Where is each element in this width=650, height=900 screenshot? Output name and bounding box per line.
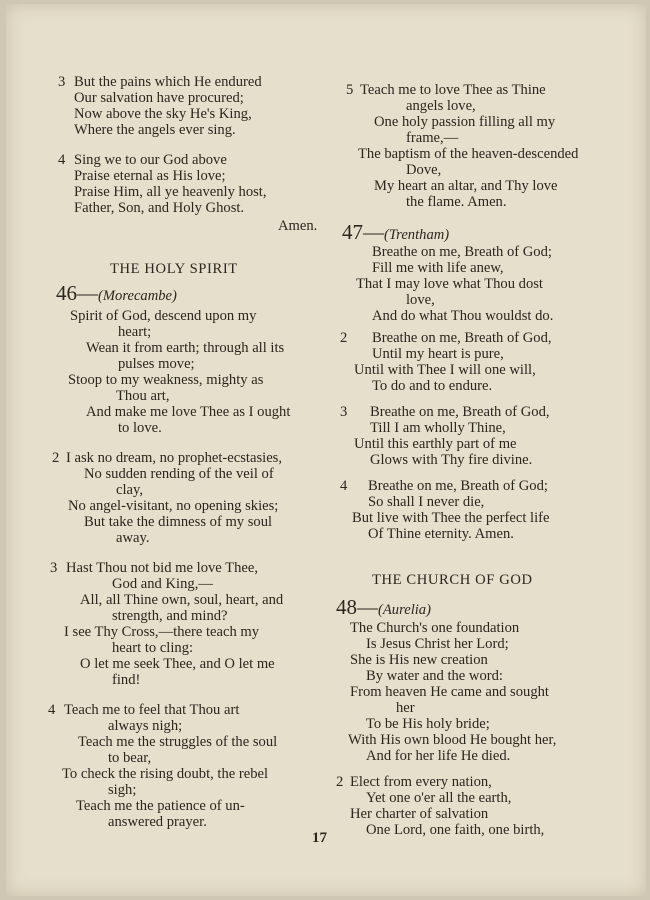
verse-line: Spirit of God, descend upon my [70,308,257,324]
hymnal-page [6,4,646,896]
verse-number: 3 [50,560,58,576]
verse-line: Our salvation have procured; [74,90,244,106]
verse-line: answered prayer. [108,814,207,830]
tune-name: (Trentham) [384,227,450,243]
verse-line: Breathe on me, Breath of God, [372,330,552,346]
verse-number: 4 [58,152,66,168]
verse-number: 2 [52,450,60,466]
tune-name-value: Morecambe [102,288,173,304]
hymn-number-value: 48 [336,595,357,619]
verse-line: Teach me to feel that Thou art [64,702,240,718]
verse-line: Breathe on me, Breath of God, [370,404,550,420]
verse-line: Teach me the patience of un- [76,798,245,814]
section-heading: THE HOLY SPIRIT [110,261,238,277]
verse-line: to bear, [108,750,152,766]
verse-line: heart; [118,324,152,340]
verse-line: No angel-visitant, no opening skies; [68,498,279,514]
verse-line: Teach me the struggles of the soul [78,734,278,750]
verse-line: Dove, [406,162,442,178]
verse-line: But live with Thee the perfect life [352,510,550,526]
verse-line: Sing we to our God above [74,152,227,168]
verse-line: To check the rising doubt, the rebel [62,766,269,782]
verse-line: Glows with Thy fire divine. [370,452,533,468]
verse-line: Breathe on me, Breath of God; [372,244,552,260]
verse-line: No sudden rending of the veil of [84,466,274,482]
verse-line: Father, Son, and Holy Ghost. [74,200,245,216]
verse-line: to love. [118,420,162,436]
verse-line: her [396,700,415,716]
tune-name: (Morecambe) [98,288,177,304]
verse-line: But take the dimness of my soul [84,514,273,530]
dash-separator: — [363,220,384,244]
dash-separator: — [77,281,98,305]
verse-line: Is Jesus Christ her Lord; [366,636,509,652]
verse-line: The Church's one foundation [350,620,520,636]
verse-line: angels love, [406,98,476,114]
verse-line: Stoop to my weakness, mighty as [68,372,264,388]
verse-number: 3 [58,74,66,90]
verse-number: 2 [340,330,348,346]
verse-line: away. [116,530,150,546]
verse-number: 2 [336,774,344,790]
verse-line: But the pains which He endured [74,74,262,90]
verse-line: To be His holy bride; [366,716,490,732]
verse-line: the flame. Amen. [406,194,507,210]
verse-number: 4 [48,702,56,718]
verse-line: And make me love Thee as I ought [86,404,291,420]
section-heading: THE CHURCH OF GOD [372,572,533,588]
verse-line: One holy passion filling all my [374,114,556,130]
verse-line: And for her life He died. [366,748,511,764]
verse-line: I see Thy Cross,—there teach my [64,624,260,640]
verse-line: She is His new creation [350,652,488,668]
verse-line: find! [112,672,141,688]
tune-name-value: Trentham [388,227,445,243]
hymn-number [336,596,431,621]
verse-line: Praise Him, all ye heavenly host, [74,184,267,200]
verse-line: heart to cling: [112,640,194,656]
verse-line: Breathe on me, Breath of God; [368,478,548,494]
verse-line: From heaven He came and sought [350,684,549,700]
verse-line: love, [406,292,435,308]
verse-line: Where the angels ever sing. [74,122,236,138]
verse-line: And do what Thou wouldst do. [372,308,554,324]
verse-line: frame,— [406,130,459,146]
verse-line: Wean it from earth; through all its [86,340,285,356]
hymn-number-value: 47 [342,220,363,244]
hymn-number-value: 46 [56,281,77,305]
dash-separator: — [357,595,378,619]
verse-number: 5 [346,82,354,98]
verse-line: sigh; [108,782,137,798]
verse-line: I ask no dream, no prophet-ecstasies, [66,450,282,466]
verse-line: So shall I never die, [368,494,485,510]
verse-line: One Lord, one faith, one birth, [366,822,545,838]
verse-line: strength, and mind? [112,608,228,624]
tune-name: (Aurelia) [378,602,431,618]
verse-line: To do and to endure. [372,378,493,394]
verse-line: Teach me to love Thee as Thine [360,82,546,98]
verse-line: The baptism of the heaven-descended [358,146,579,162]
verse-line: All, all Thine own, soul, heart, and [80,592,284,608]
hymn-number [56,282,177,307]
verse-line: Till I am wholly Thine, [370,420,506,436]
verse-line: Until this earthly part of me [354,436,517,452]
page-number: 17 [312,830,327,846]
verse-line: Her charter of salvation [350,806,489,822]
verse-line: O let me seek Thee, and O let me [80,656,275,672]
verse-line: Until my heart is pure, [372,346,504,362]
verse-line: always nigh; [108,718,183,734]
tune-name-value: Aurelia [382,602,427,618]
verse-line: Praise eternal as His love; [74,168,226,184]
verse-line: clay, [116,482,144,498]
verse-line: Yet one o'er all the earth, [366,790,512,806]
verse-line: Of Thine eternity. Amen. [368,526,514,542]
verse-line: Thou art, [116,388,170,404]
hymn-number [342,221,449,246]
verse-line: Hast Thou not bid me love Thee, [66,560,258,576]
verse-line: By water and the word: [366,668,503,684]
verse-line: God and King,— [112,576,213,592]
verse-number: 3 [340,404,348,420]
amen: Amen. [278,218,318,234]
verse-line: Until with Thee I will one will, [354,362,536,378]
verse-line: Elect from every nation, [350,774,492,790]
verse-line: Now above the sky He's King, [74,106,252,122]
verse-line: Fill me with life anew, [372,260,504,276]
verse-line: My heart an altar, and Thy love [374,178,558,194]
verse-line: That I may love what Thou dost [356,276,543,292]
verse-number: 4 [340,478,348,494]
verse-line: pulses move; [118,356,195,372]
verse-line: With His own blood He bought her, [348,732,557,748]
